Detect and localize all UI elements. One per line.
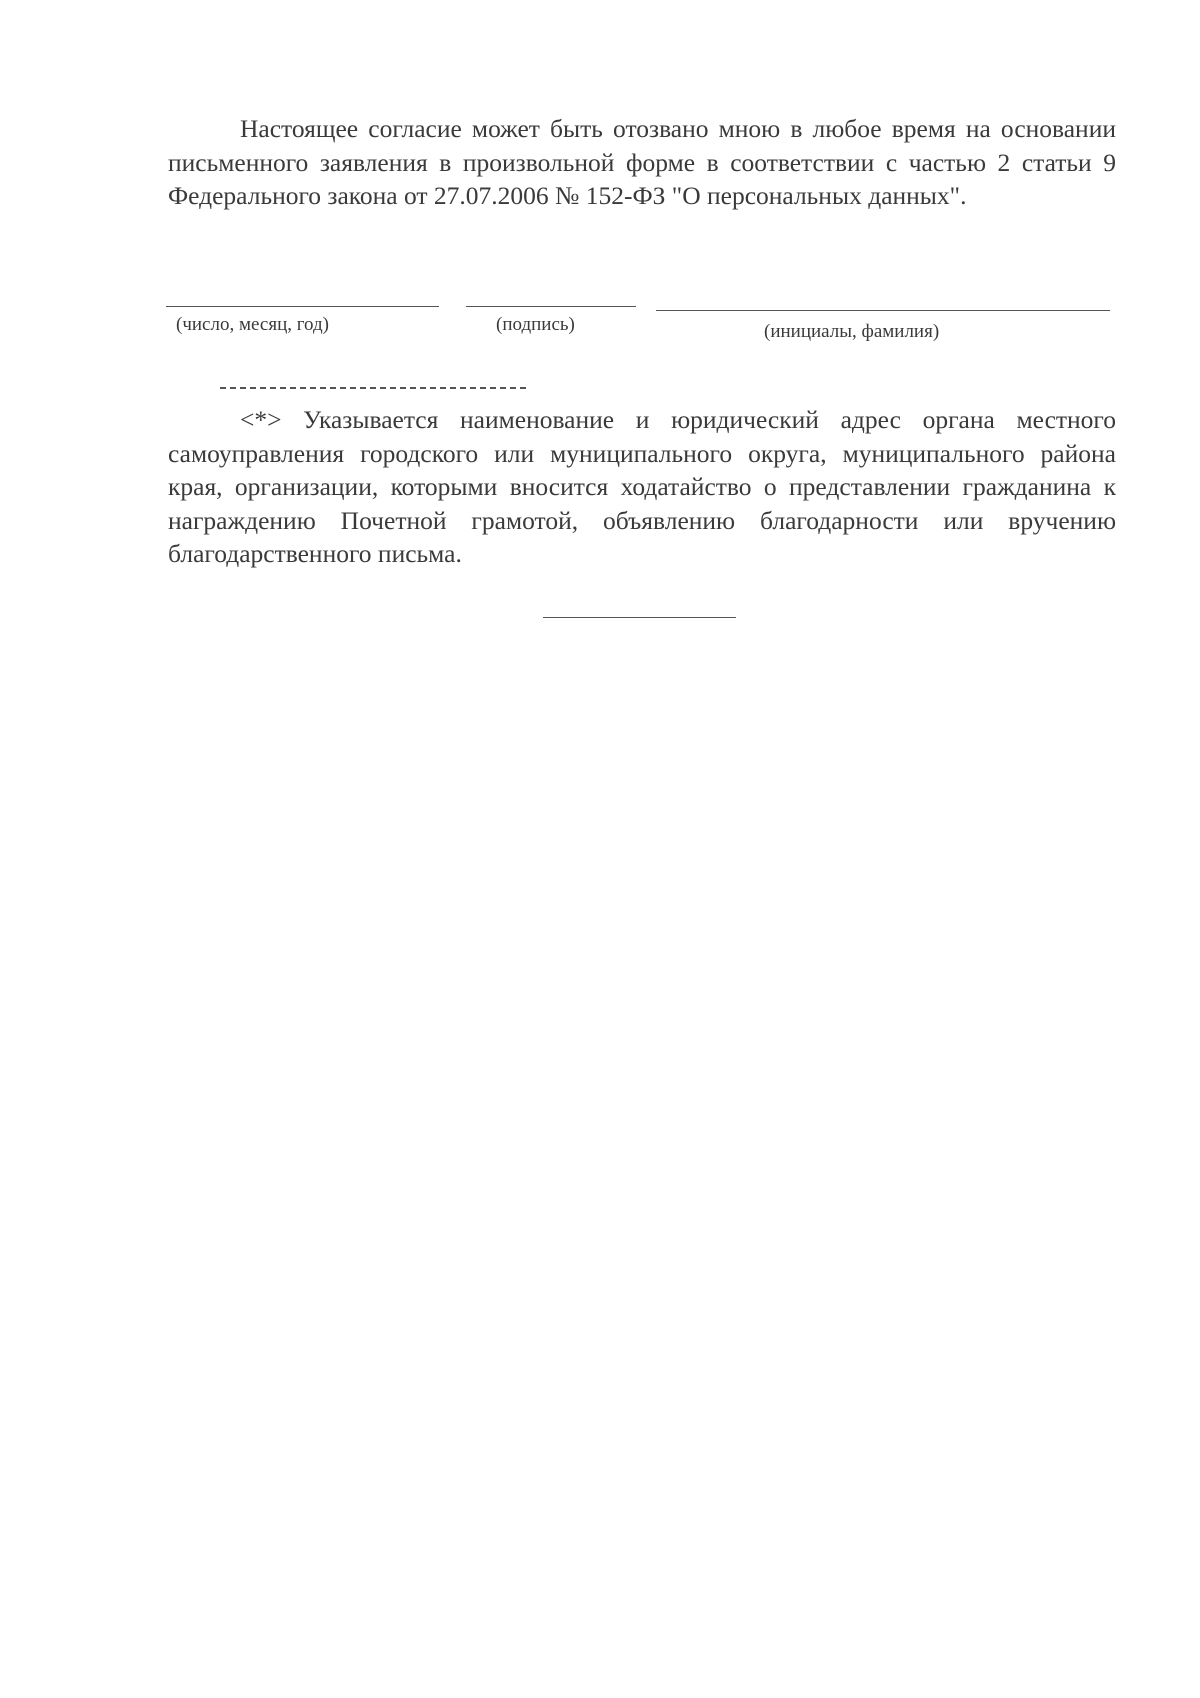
footnote-separator [220, 387, 526, 389]
name-caption: (инициалы, фамилия) [764, 321, 940, 342]
end-of-document-line [543, 617, 736, 618]
signature-line [466, 306, 636, 307]
date-signature-line [166, 306, 439, 307]
footnote-text: <*> Указывается наименование и юридический адрес органа местного самоуправления городского или муниципального округа, муниципального района края, организации, которыми вносится ходатайство о представлении гражданина к награждению Почетной грамотой, объявлению благодарности или вручению благодарственного письма. [168, 405, 1116, 568]
name-signature-line [656, 310, 1110, 311]
consent-paragraph: Настоящее согласие может быть отозвано мною в любое время на основании письменного заявления в произвольной форме в соответствии с частью 2 статьи 9 Федерального закона от 27.07.2006 № 152-ФЗ "О персональных данных". [168, 114, 1116, 210]
date-caption: (число, месяц, год) [176, 314, 330, 335]
signature-caption: (подпись) [496, 314, 575, 335]
